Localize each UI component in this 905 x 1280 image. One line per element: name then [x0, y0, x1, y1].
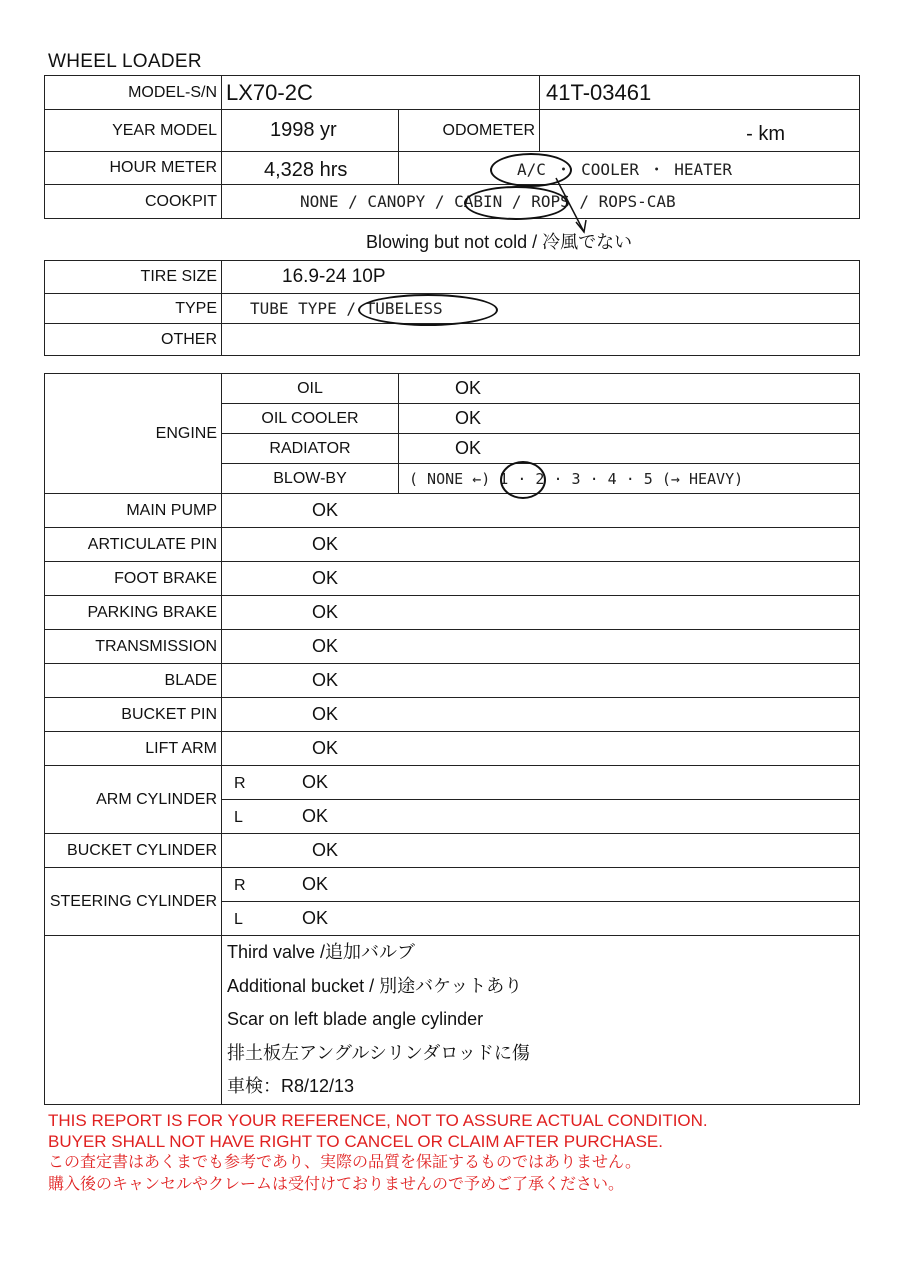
- year-value: 1998 yr: [222, 110, 399, 152]
- item-value: OK: [222, 494, 860, 528]
- side-label-r: R: [234, 877, 246, 894]
- item-value: OK: [222, 630, 860, 664]
- note-line: 車検：R8/12/13: [227, 1076, 355, 1097]
- arm-cylinder-l-value: OK: [302, 806, 329, 826]
- steering-cylinder-label: STEERING CYLINDER: [45, 868, 222, 936]
- item-name: ARTICULATE PIN: [45, 528, 222, 562]
- steering-cylinder-l-value: OK: [302, 908, 329, 928]
- arm-cylinder-r-value: OK: [302, 772, 329, 792]
- item-value: OK: [222, 562, 860, 596]
- odometer-label: ODOMETER: [399, 110, 540, 152]
- engine-item-name: OIL COOLER: [222, 404, 399, 434]
- engine-item-name: BLOW-BY: [222, 464, 399, 494]
- hours-value: 4,328 hrs: [222, 152, 399, 185]
- disclaimer-line: THIS REPORT IS FOR YOUR REFERENCE, NOT TO ASSURE ACTUAL CONDITION.: [48, 1111, 708, 1130]
- tire-other-label: OTHER: [45, 324, 222, 356]
- note-line: 排土板左アングルシリンダロッドに傷: [227, 1042, 530, 1063]
- model-sn-label: MODEL-S/N: [45, 76, 222, 110]
- engine-item-value: OK: [399, 434, 860, 464]
- cockpit-options: NONE / CANOPY / CABIN / ROPS / ROPS-CAB: [222, 185, 860, 219]
- serial-value: 41T-03461: [540, 76, 860, 110]
- item-value: OK: [222, 528, 860, 562]
- disclaimer-line: BUYER SHALL NOT HAVE RIGHT TO CANCEL OR CLAIM AFTER PURCHASE.: [48, 1132, 663, 1151]
- tire-type-label: TYPE: [45, 294, 222, 324]
- notes-label-cell: [45, 936, 222, 1105]
- item-value: OK: [222, 732, 860, 766]
- bucket-cylinder-value: OK: [222, 834, 860, 868]
- tire-type-options: TUBE TYPE / TUBELESS: [222, 294, 860, 324]
- tubeless-selected-circle: [358, 294, 498, 326]
- side-label-r: R: [234, 775, 246, 792]
- engine-item-name: RADIATOR: [222, 434, 399, 464]
- tire-other-value: [222, 324, 860, 356]
- engine-item-value: OK: [399, 374, 860, 404]
- hour-meter-label: HOUR METER: [45, 152, 222, 185]
- note-line: Additional bucket / 別途バケットあり: [227, 975, 523, 996]
- item-name: PARKING BRAKE: [45, 596, 222, 630]
- engine-label: ENGINE: [45, 374, 222, 494]
- item-value: OK: [222, 698, 860, 732]
- cockpit-label: COOKPIT: [45, 185, 222, 219]
- item-name: FOOT BRAKE: [45, 562, 222, 596]
- note-line: Third valve /追加バルブ: [227, 942, 416, 962]
- item-name: BLADE: [45, 664, 222, 698]
- side-label-l: L: [234, 911, 243, 928]
- item-name: LIFT ARM: [45, 732, 222, 766]
- disclaimer-line: 購入後のキャンセルやクレームは受付けておりませんので予めご了承ください。: [48, 1176, 625, 1193]
- blow-by-selected-circle: [500, 461, 546, 499]
- steering-cylinder-r-value: OK: [302, 874, 329, 894]
- disclaimer-line: この査定書はあくまでも参考であり、実際の品質を保証するものではありません。: [48, 1154, 641, 1171]
- item-name: BUCKET PIN: [45, 698, 222, 732]
- tire-size-value: 16.9-24 10P: [222, 261, 860, 294]
- item-name: TRANSMISSION: [45, 630, 222, 664]
- inspection-table: [44, 373, 860, 1105]
- tire-size-label: TIRE SIZE: [45, 261, 222, 294]
- item-name: MAIN PUMP: [45, 494, 222, 528]
- arm-cylinder-label: ARM CYLINDER: [45, 766, 222, 834]
- item-value: OK: [222, 664, 860, 698]
- ac-note: Blowing but not cold / 冷風でない: [366, 232, 633, 252]
- odometer-value: - km: [540, 110, 860, 152]
- document-title: WHEEL LOADER: [48, 51, 202, 72]
- ac-options: A/C ・ COOLER ・ HEATER: [399, 152, 860, 185]
- header-table: [44, 75, 860, 219]
- item-value: OK: [222, 596, 860, 630]
- note-line: Scar on left blade angle cylinder: [227, 1009, 484, 1030]
- year-model-label: YEAR MODEL: [45, 110, 222, 152]
- engine-item-value: OK: [399, 404, 860, 434]
- blow-by-scale: ( NONE ←) 1 · 2 · 3 · 4 · 5 (→ HEAVY): [399, 464, 860, 494]
- engine-item-name: OIL: [222, 374, 399, 404]
- model-value: LX70-2C: [222, 76, 540, 110]
- side-label-l: L: [234, 809, 243, 826]
- bucket-cylinder-label: BUCKET CYLINDER: [45, 834, 222, 868]
